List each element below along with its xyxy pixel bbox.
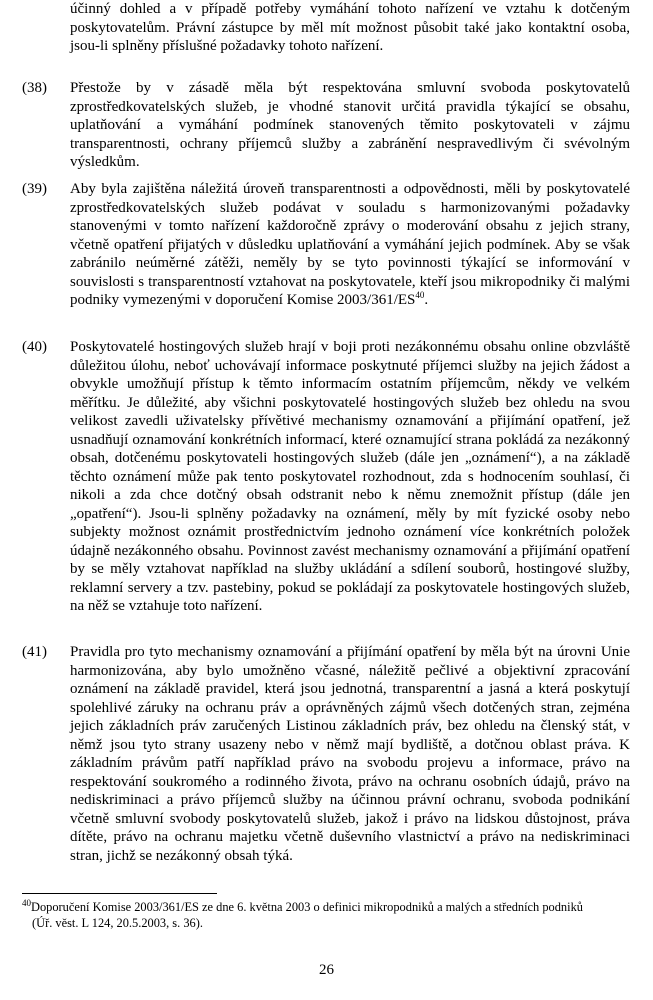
footnote-line-2: (Úř. věst. L 124, 20.5.2003, s. 36). [32, 916, 203, 930]
recital-text [70, 180, 630, 310]
recital-text-body: Aby byla zajištěna náležitá úroveň transparentnosti a odpovědnosti, měli by poskytovatelé zprostředkovatelských služeb podávat v souladu s harmonizovanými požadavky stanovenými v tomto nařízení každoročně zprávy o moderování obsahu z jejich strany, včetně opatření přijatých v důsledku uplatňování a vymáhání jejich podmínek. Aby se však zabránilo neúměrné zátěži, neměly by se tyto povinnosti týkající se informování v souvislosti s transparentností vztahovat na poskytovatele, kteří jsou mikropodniky či malými podniky vymezenými v doporučení Komise 2003/361/ES [70, 181, 630, 308]
recital-number: (39) [22, 181, 47, 197]
recital-38 [22, 79, 630, 172]
recital-text: Poskytovatelé hostingových služeb hrají v boji proti nezákonnému obsahu online obzvláště důležitou úlohu, neboť uchovávají informace poskytnuté příjemci služby na jejich žádost a obvykle umožňují přístup k těmto informacím ostatním příjemcům, někdy ve velkém měřítku. Je důležité, aby všichni poskytovatelé hostingových služeb bez ohledu na svou velikost zavedli uživatelsky přívětivé mechanismy oznamování a přijímání opatření, jež usnadňují oznamování konkrétních informací, které oznamující strana pokládá za nezákonný obsah, dotčenému poskytovateli hostingových služeb (dále jen „oznámení“), a na základě těchto oznámení může pak tento poskytovatel rozhodnout, zda s hodnocením souhlasí, či nikoli a zda chce dotčný obsah odstranit nebo k němu znemožnit přístup (dále jen „opatření“). Jsou-li splněny požadavky na oznámení, měly by mít fyzické osoby nebo subjekty možnost oznámit prostřednictvím jednoho oznámení více konkrétních položek údajně nezákonného obsahu. Povinnost zavést mechanismy oznamování a přijímání opatření by se měly vztahovat například na služby ukládání a sdílení souborů, hostingové služby, reklamní servery a tzv. pastebiny, pokud se pokládají za poskytovatele hostingových služeb, na něž se vztahuje toto nařízení. [70, 339, 630, 614]
recital-number: (41) [22, 644, 47, 660]
footnote-marker: 40 [22, 897, 31, 908]
recital-text: Přestože by v zásadě měla být respektována smluvní svoboda poskytovatelů zprostředkovatelských služeb, je vhodné stanovit určitá pravidla týkající se obsahu, uplatňování a vymáhání podmínek stanovených těmito poskytovateli v zájmu transparentnosti, ochrany příjemců služby a zabránění nespravedlivým či svévolným výsledkům. [70, 80, 630, 170]
page-number: 26 [319, 962, 334, 978]
recital-text: Pravidla pro tyto mechanismy oznamování a přijímání opatření by měla být na úrovni Unie harmonizována, aby bylo umožněno včasné, náležitě pečlivé a objektivní zpracování oznámení na základě pravidel, která jsou jednotná, transparentní a jasná a která poskytují spolehlivé záruky na ochranu práv a oprávněných zájmů všech dotčených stran, zejména jejich základních práv zaručených Listinou základních práv, bez ohledu na členský stát, v němž jsou tyto strany usazeny nebo v němž mají bydliště, a dotčnou oblast práva. K základním právům patří například právo na svobodu projevu a informace, právo na respektování soukromého a rodinného života, právo na ochranu osobních údajů, právo na nediskriminaci a právo příjemců služby na účinnou právní ochranu, svoboda podnikání včetně smluvní svobody poskytovatelů služeb, jakož i právo na lidskou důstojnost, práva dítěte, právo na ochranu majetku včetně duševního vlastnictví a právo na nediskriminaci stran, jichž se nezákonný obsah týká. [70, 644, 630, 864]
recital-41 [22, 643, 630, 865]
recital-text-end: . [424, 292, 429, 308]
footnote-line-1: Doporučení Komise 2003/361/ES ze dne 6. května 2003 o definici mikropodniků a malých a středních podniků [31, 900, 583, 914]
recital-40 [22, 338, 630, 616]
footnote [22, 899, 630, 931]
recital-39 [22, 180, 630, 310]
lead-in-paragraph: účinný dohled a v případě potřeby vymáhání tohoto nařízení ve vztahu k dotčeným poskytovatelům. Právní zástupce by měl mít možnost působit také jako kontaktní osoba, jsou-li splněny příslušné požadavky tohoto nařízení. [70, 1, 630, 54]
footnote-separator [22, 893, 217, 894]
recital-number: (40) [22, 339, 47, 355]
recital-number: (38) [22, 80, 47, 96]
footnote-reference[interactable]: 40 [415, 290, 425, 300]
